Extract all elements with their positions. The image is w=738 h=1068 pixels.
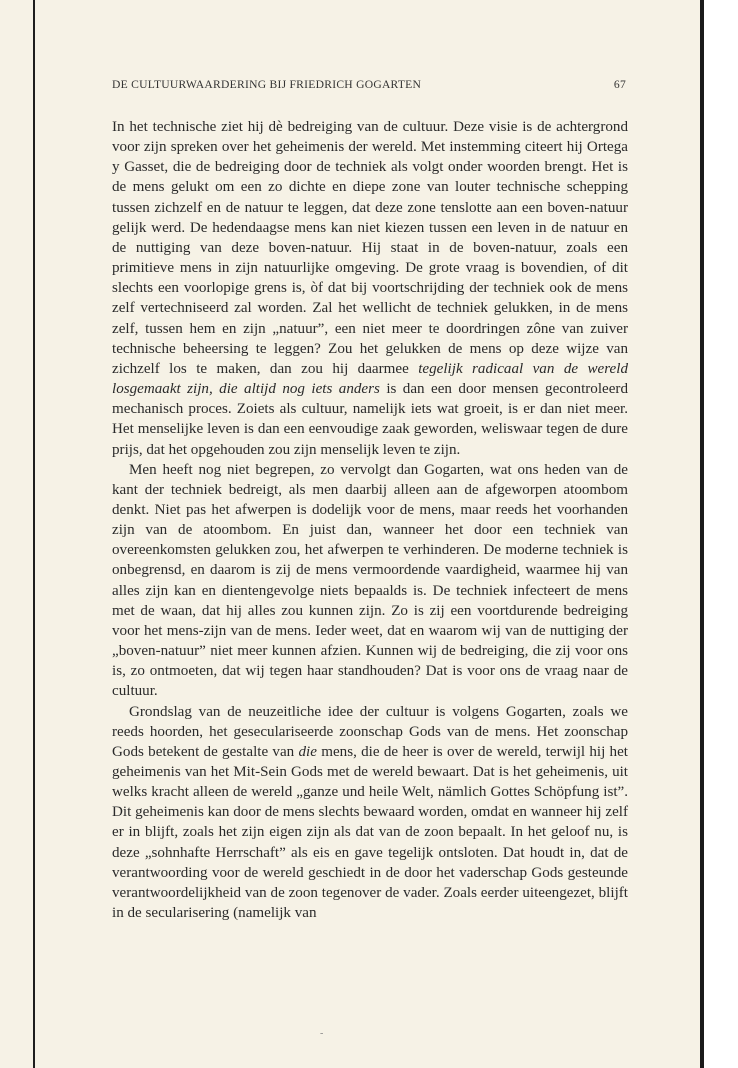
text-run: is dan een door mensen gecontroleerd mechanisch proces. Zoiets als cultuur, namelijk iets wat groeit, is er dan niet meer. Het menselijke leven is dan een eenvoudige zaak geworden, weliswaar tegen de dure prijs, dat het opgehouden zou zijn menselijk leven te zijn. [112,381,628,458]
text-run: Grondslag van de neuzeitliche idee der cultuur is volgens Gogarten, zoals we reeds hoorden, het geseculariseerde zoonschap Gods van de mens. Het zoonschap Gods betekent de gestalte van [112,703,628,760]
italic-run: tegelijk radicaal van de wereld losgemaakt zijn, die altijd nog iets anders [112,360,628,398]
paragraph [112,460,628,702]
text-run: In het technische ziet hij dè bedreiging van de cultuur. Deze visie is de achtergrond voor zijn spreken over het geheimenis der wereld. Met instemming citeert hij Ortega y Gasset, die de bedreiging door de techniek als volgt onder woorden brengt. Het is de mens gelukt om een zo dichte en diepe zone van louter technische schepping tussen zichzelf en de natuur te leggen, dat deze zone tenslotte aan een boven-natuur gelijk werd. De hedendaagse mens kan niet kiezen tussen een leven in de natuur en de nuttiging van deze boven-natuur. Hij staat in de boven-natuur, zoals een primitieve mens in zijn natuurlijke omgeving. De grote vraag is bovendien, of dit slechts een voorlopige grens is, òf dat bij voortschrijding der techniek ook de mens zelf vertechniseerd zal worden. Zal het wellicht de techniek gelukken, in de mens zelf, tussen hem en zijn „natuur”, een niet meer te doordringen zône van zuiver technische beheersing te leggen? Zou het gelukken de mens op deze wijze van zichzelf los te maken, dan zou hij daarmee [112,119,628,377]
footer-mark: - [320,1028,324,1039]
text-run: mens, die de heer is over de wereld, terwijl hij het geheimenis van het Mit-Sein Gods met de wereld bewaart. Dat is het geheimenis, uit welks kracht alleen de wereld „ganze und heile Welt, nämlich Gottes Schöpfung ist”. Dit geheimenis kan door de mens slechts bewaard worden, omdat en wanneer hij zelf er in blijft, zoals het zijn eigen zijn als dat van de zoon bepaalt. In het geloof nu, is deze „sohnhafte Herrschaft” als eis en gave tegelijk ontsloten. Dat houdt in, dat de verantwoording voor de wereld geschiedt in de door het vaderschap Gods gesteunde verantwoordelijkheid van de zoon tegenover de vader. Zoals eerder uiteengezet, blijft in de secularisering (namelijk van [112,743,628,922]
page-edge-left [33,0,35,1068]
running-head-title: DE CULTUURWAARDERING BIJ FRIEDRICH GOGARTEN [112,78,422,91]
paragraph [112,702,628,924]
scan-margin [704,0,738,1068]
text-run: Men heeft nog niet begrepen, zo vervolgt dan Gogarten, wat ons heden van de kant der techniek bedreigt, als men daarbij alleen aan de afgeworpen atoombom denkt. Niet pas het afwerpen is dodelijk voor de mens, maar reeds het voorhanden zijn van de atoombom. En juist dan, wanneer het door een techniek van overeenkomsten gelukken zou, het afwerpen te verhinderen. De moderne techniek is onbegrensd, en daarom is zij de mens vermoordende vaardigheid, waarmee hij van alles zijn kan en dientengevolge niets bepaalds is. De techniek infecteert de mens met de waan, dat hij alles zou kunnen zijn. Zo is zij een voortdurende bedreiging voor het mens-zijn van de mens. Ieder weet, dat en waarom wij van de nuttiging der „boven-natuur” niet meer kunnen afzien. Kunnen wij de bedreiging, die zij voor ons is, zo ontmoeten, dat wij tegen haar standhouden? Dat is voor ons de vraag naar de cultuur. [112,461,628,700]
italic-run: die [298,743,317,760]
page-number: 67 [613,78,626,91]
paragraph [112,117,628,460]
body-text [112,117,628,923]
running-head [112,78,626,91]
